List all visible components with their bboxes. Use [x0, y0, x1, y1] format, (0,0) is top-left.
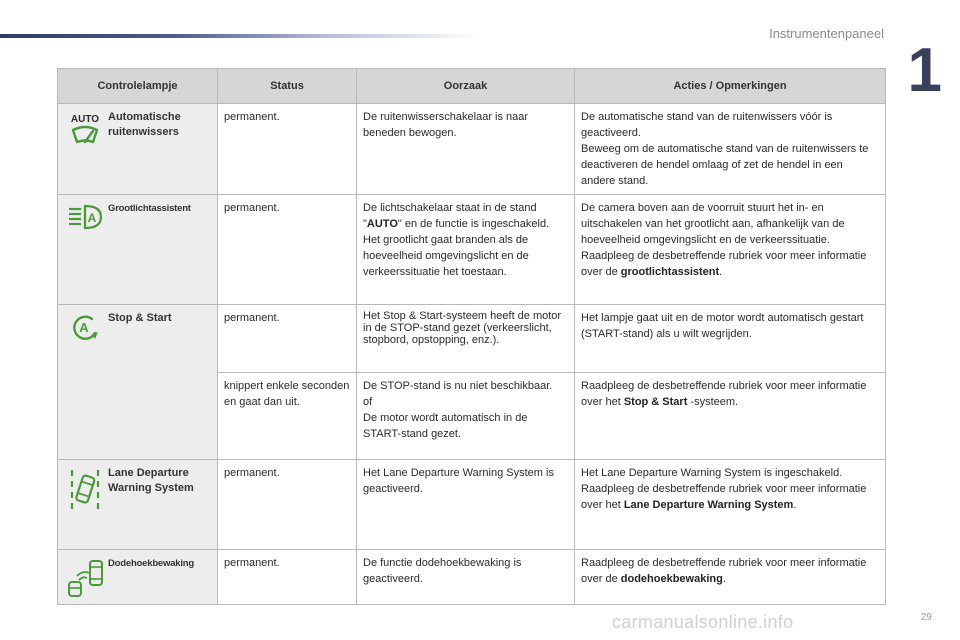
action-bold: Lane Departure Warning System — [623, 499, 794, 511]
cause-text: Het grootlicht gaat branden als de hoeveelheid omgevingslicht en de verkeerssituatie het toestaan. — [363, 234, 529, 278]
actions-cell — [575, 195, 886, 305]
cause-text: " en de functie is ingeschakeld. — [397, 218, 550, 230]
cause-text: De lichtschakelaar staat in de stand " — [363, 202, 537, 230]
lamp-name: Grootlichtassistent — [108, 203, 191, 214]
actions-cell — [575, 373, 886, 460]
cause-text: De STOP-stand is nu niet beschikbaar. — [363, 380, 553, 392]
table-row — [58, 460, 886, 550]
actions-cell: Het lampje gaat uit en de motor wordt automatisch gestart (START-stand) als u wilt wegrijden. — [575, 305, 886, 373]
action-text: Raadpleeg de desbetreffende rubriek voor meer informatie over de — [581, 557, 867, 585]
chapter-number: 1 — [907, 36, 942, 105]
auto-wiper-icon — [62, 110, 108, 150]
table-header-row — [58, 69, 886, 104]
cause-text: of — [363, 396, 373, 408]
action-text: Raadpleeg de desbetreffende rubriek voor meer informatie over het — [581, 380, 867, 408]
status-cell: permanent. — [218, 305, 357, 373]
action-text: . — [722, 573, 726, 585]
lamp-name: Dodehoekbewaking — [108, 558, 195, 569]
svg-text:A: A — [87, 211, 97, 225]
cause-cell: De ruitenwisserschakelaar is naar beneden bewogen. — [357, 104, 575, 195]
cause-cell — [357, 373, 575, 460]
page-number: 29 — [920, 612, 932, 623]
table-row — [58, 550, 886, 605]
svg-text:A: A — [79, 320, 89, 335]
action-text: De camera boven aan de voorruit stuurt het in- en uitschakelen van het grootlicht aan, afhankelijk van de hoeveelheid omgevingslicht en de verkeerssituatie. Raadpleeg de desbetreffende rubriek voor meer informatie over de — [581, 202, 867, 278]
cause-cell: De functie dodehoekbewaking is geactiveerd. — [357, 550, 575, 605]
status-cell: permanent. — [218, 104, 357, 195]
status-cell: permanent. — [218, 460, 357, 550]
status-cell: permanent. — [218, 195, 357, 305]
header-accent-bar — [0, 34, 480, 38]
action-text: De automatische stand van de ruitenwissers vóór is geactiveerd. — [581, 111, 833, 139]
action-bold: dodehoekbewaking — [620, 573, 723, 585]
col-header-actions: Acties / Opmerkingen — [575, 69, 886, 104]
cause-cell: Het Lane Departure Warning System is geactiveerd. — [357, 460, 575, 550]
action-bold: Stop & Start — [623, 396, 688, 408]
lane-departure-icon — [62, 466, 108, 510]
action-bold: grootlichtassistent — [620, 266, 720, 278]
status-cell: knippert enkele seconden en gaat dan uit. — [218, 373, 357, 460]
lamp-name: Lane Departure Warning System — [108, 467, 194, 494]
actions-cell — [575, 550, 886, 605]
auto-high-beam-icon — [62, 201, 108, 231]
cause-bold: AUTO — [366, 218, 398, 230]
col-header-status: Status — [218, 69, 357, 104]
svg-text:AUTO: AUTO — [70, 114, 100, 125]
table-row — [58, 195, 886, 305]
warning-lamps-table — [57, 68, 886, 605]
col-header-cause: Oorzaak — [357, 69, 575, 104]
lamp-cell — [58, 195, 218, 305]
lamp-cell — [58, 550, 218, 605]
blind-spot-icon — [62, 556, 108, 598]
table-row — [58, 305, 886, 373]
lamp-cell — [58, 305, 218, 460]
action-text: Beweeg om de automatische stand van de ruitenwissers te deactiveren de hendel omlaag of zet de hendel in een andere stand. — [581, 143, 869, 187]
action-text: . — [719, 266, 723, 278]
actions-cell — [575, 460, 886, 550]
status-cell: permanent. — [218, 550, 357, 605]
action-text: Het Lane Departure Warning System is ingeschakeld. Raadpleeg de desbetreffende rubriek voor meer informatie over het — [581, 467, 867, 511]
lamp-name: Stop & Start — [108, 312, 172, 324]
actions-cell — [575, 104, 886, 195]
section-title: Instrumentenpaneel — [769, 26, 884, 41]
table-row — [58, 104, 886, 195]
lamp-cell — [58, 460, 218, 550]
stop-start-icon — [62, 311, 108, 343]
cause-text: De motor wordt automatisch in de START-stand gezet. — [363, 412, 528, 440]
lamp-name: Automatische ruitenwissers — [108, 111, 181, 138]
action-text: -systeem. — [687, 396, 739, 408]
action-text: . — [793, 499, 797, 511]
cause-cell: Het Stop & Start-systeem heeft de motor in de STOP-stand gezet (verkeerslicht, stopbord, opstopping, enz.). — [357, 305, 575, 373]
cause-cell — [357, 195, 575, 305]
col-header-lamp: Controlelampje — [58, 69, 218, 104]
lamp-cell — [58, 104, 218, 195]
watermark: carmanualsonline.info — [612, 612, 794, 632]
